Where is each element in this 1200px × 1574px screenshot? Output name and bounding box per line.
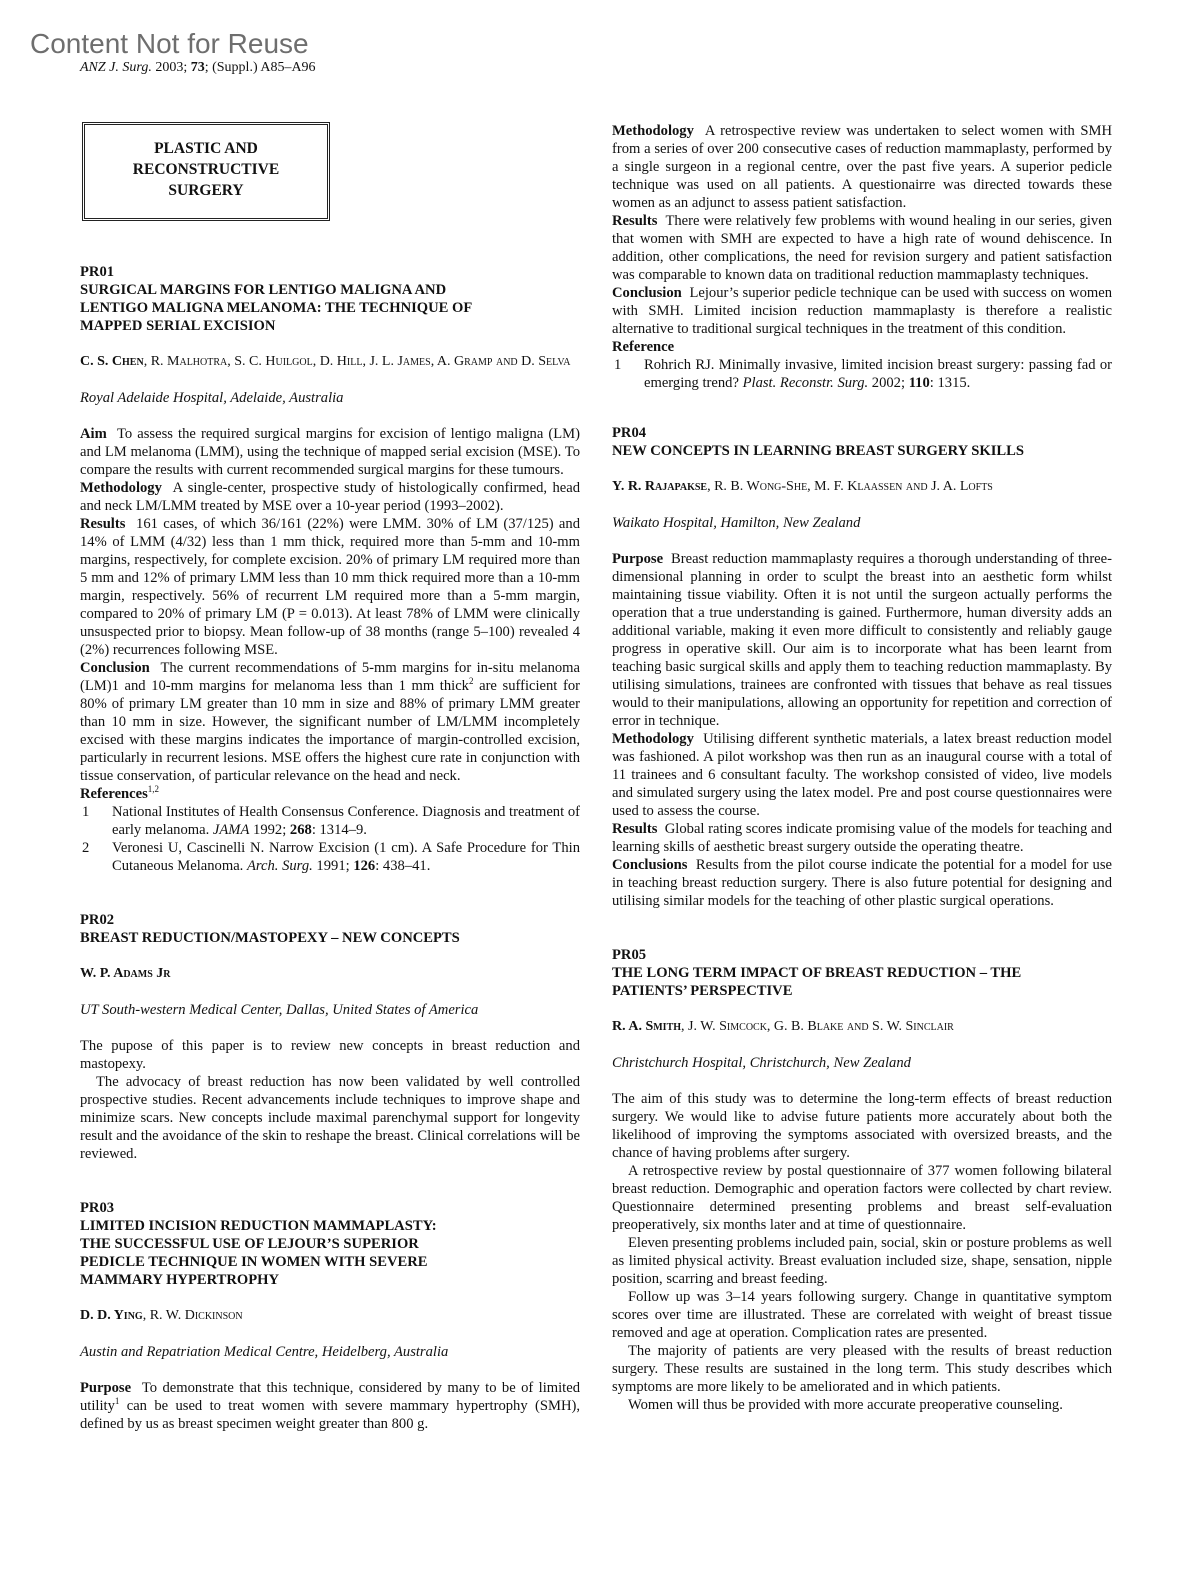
title-line: SURGICAL MARGINS FOR LENTIGO MALIGNA AND [80,282,447,298]
watermark: Content Not for Reuse [30,28,309,59]
conclusion-label: Conclusion [80,660,150,676]
conclusions-label: Conclusions [612,857,688,873]
first-author: D. D. Ying [80,1308,143,1323]
title-line: LENTIGO MALIGNA MELANOMA: THE TECHNIQUE OF [80,300,473,316]
methodology-label: Methodology [612,123,694,139]
journal-year: 2003; [155,60,188,75]
title-line: MAPPED SERIAL EXCISION [80,318,276,334]
abstract-body [80,1037,580,1163]
results-label: Results [80,516,126,532]
abstract-pr05 [612,946,1112,1414]
paragraph: A retrospective review by postal questionnaire of 377 women following bilateral breast reduction. Demographic and operation factors were collected by chart review. Questionnaire determined presenting problems and breast self-evaluation preoperatively, six months later and at time of questionnaire. [612,1163,1112,1233]
co-authors: , R. Malhotra, S. C. Huilgol, D. Hill, J. L. James, A. Gramp and D. Selva [143,354,571,369]
aim-text: To assess the required surgical margins for excision of lentigo maligna (LM) and LM melanoma (LMM), using the technique of mapped serial excision (MSE). To compare the results with current recommended surgical margins for these tumours. [80,426,581,478]
purpose-text-continued: can be used to treat women with severe mammary hypertrophy (SMH), defined by us as breast specimen weight greater than 800 g. [80,1398,580,1432]
left-column [80,122,580,1433]
affiliation: Waikato Hospital, Hamilton, New Zealand [612,515,861,531]
reference-item: 1 Rohrich RJ. Minimally invasive, limited incision breast surgery: passing fad or emerging trend? Plast. Reconstr. Surg. 2002; 110: 1315. [614,357,1112,391]
abstract-pr01 [80,263,580,875]
title-line: NEW CONCEPTS IN LEARNING BREAST SURGERY SKILLS [612,443,1025,459]
reference-list [612,356,1112,392]
title-line: THE SUCCESSFUL USE OF LEJOUR’S SUPERIOR [80,1236,419,1252]
methodology-text: A single-center, prospective study of histologically confirmed, head and neck LM/LMM treated by MSE over a 10-year period (1993–2002). [80,480,580,514]
paragraph: Eleven presenting problems included pain, social, skin or posture problems as well as limited physical activity. Breast evaluation included size, shape, sensation, nipple position, scarring and breast feeding. [612,1235,1112,1287]
author-list [80,1307,580,1325]
running-head [80,60,316,76]
results-label: Results [612,213,658,229]
abstract-code: PR03 [80,1200,115,1216]
journal-volume: 73 [190,60,205,75]
purpose-text: Breast reduction mammaplasty requires a thorough understanding of three-dimensional planning in order to sculpt the breast into an aesthetic form whilst maintaining tissue viability. Often it is not until the surgeon actually performs the operation that a true understanding is gained. Furthermore, human diversity adds an additional variable, making it even more difficult to consistently and reliably gauge progress in operative skill. Our aim is to incorporate what has been learnt from teaching basic surgical skills and apply them to teaching reduction mammaplasty. By utilising simulations, trainees are confronted with tissues that behave as real tissues would to their manipulations, allowing an opportunity for repetition and correction of error in technique. [612,551,1112,729]
conclusion-label: Conclusion [612,285,682,301]
title-line: BREAST REDUCTION/MASTOPEXY – NEW CONCEPTS [80,930,460,946]
results-text: There were relatively few problems with wound healing in our series, given that women with SMH are expected to have a high rate of wound dehiscence. In addition, other complications, the need for revision surgery and patient satisfaction was comparable to known data on traditional reduction mammaplasty techniques. [612,213,1112,283]
abstract-title [612,964,1112,1000]
title-line: THE LONG TERM IMPACT OF BREAST REDUCTION – THE [612,965,1022,981]
first-author: Y. R. Rajapakse [612,479,708,494]
title-line: MAMMARY HYPERTROPHY [80,1272,280,1288]
section-line-2: RECONSTRUCTIVE [132,161,280,178]
citation-marker: 2 [468,676,474,687]
author-list [80,965,580,983]
affiliation: Christchurch Hospital, Christchurch, New Zealand [612,1055,911,1071]
conclusion-text: Lejour’s superior pedicle technique can be used with success on women with SMH. Limited incision reduction mammaplasty is therefore a realistic alternative to traditional surgical techniques in the treatment of this condition. [612,285,1113,337]
paragraph: The aim of this study was to determine the long-term effects of breast reduction surgery. We would like to advise future patients more accurately about both the likelihood of improving the symptoms associated with oversized breasts, and the chance of having problems after surgery. [612,1091,1112,1161]
results-text: Global rating scores indicate promising value of the models for teaching and learning skills of aesthetic breast surgery outside the operating theatre. [612,821,1112,855]
purpose-label: Purpose [80,1380,132,1396]
author-list [612,1018,1112,1036]
author-list [80,353,580,371]
title-line: LIMITED INCISION REDUCTION MAMMAPLASTY: [80,1218,437,1234]
title-line: PATIENTS’ PERSPECTIVE [612,983,793,999]
first-author: R. A. Smith [612,1019,682,1034]
abstract-code: PR02 [80,912,115,928]
section-line-3: SURGERY [168,182,244,199]
methodology-label: Methodology [80,480,162,496]
abstract-body [612,550,1112,910]
paragraph: The advocacy of breast reduction has now been validated by well controlled prospective studies. Recent advancements include techniques to improve shape and minimize scars. New concepts include maximal parenchymal support for longevity result and the avoidance of the skin to reshape the breast. Clinical correlations will be reviewed. [80,1074,580,1162]
reference-item: 1 National Institutes of Health Consensus Conference. Diagnosis and treatment of early melanoma. JAMA 1992; 268: 1314–9. [82,804,580,838]
abstract-pr02 [80,911,580,1163]
paragraph: The majority of patients are very pleased with the results of breast reduction surgery. These results are sustained in the long term. This study describes which symptoms are more likely to be ameliorated and in which patients. [612,1343,1112,1395]
section-heading-box [82,122,330,221]
journal-suppl: ; (Suppl.) A85–A96 [204,60,316,75]
conclusion-text-continued: are sufficient for 80% of primary LM greater than 10 mm in size and 88% of primary LMM greater than 10 mm in size. However, the significant number of LM/LMM incompletely excised with these margins indicates the importance of margin-controlled excision, particularly in recurrent lesions. MSE offers the highest cure rate in conjunction with tissue conservation, of particular relevance on the head and neck. [80,678,580,784]
affiliation: UT South-western Medical Center, Dallas, United States of America [80,1002,479,1018]
citation-marker: 1 [114,1396,120,1407]
references-heading: Reference [612,339,675,355]
citation-marker: 1,2 [147,784,160,795]
paragraph: The pupose of this paper is to review new concepts in breast reduction and mastopexy. [80,1038,580,1072]
abstract-title [80,1217,580,1289]
abstract-pr04 [612,424,1112,910]
methodology-text: A retrospective review was undertaken to select women with SMH from a series of over 200 consecutive cases of reduction mammaplasty, performed by a single surgeon in a regional centre, over the past five years. A superior pedicle technique was used on all patients. A questionairre was directed towards these women as an adjunct to assess patient satisfaction. [612,123,1112,211]
abstract-body [612,1090,1112,1414]
results-label: Results [612,821,658,837]
reference-list [80,803,580,875]
first-author: W. P. Adams Jr [80,966,171,981]
co-authors: , R. W. Dickinson [142,1308,243,1323]
references-heading: References$^{1,2}$ [80,784,160,802]
co-authors: , J. W. Simcock, G. B. Blake and S. W. Sinclair [681,1019,954,1034]
abstract-code: PR04 [612,425,647,441]
section-line-1: PLASTIC AND [154,140,258,157]
abstract-code: PR05 [612,947,647,963]
author-list [612,478,1112,496]
reference-item: 2 Veronesi U, Cascinelli N. Narrow Excision (1 cm). A Safe Procedure for Thin Cutaneous Melanoma. Arch. Surg. 1991; 126: 438–41. [82,840,580,874]
purpose-label: Purpose [612,551,664,567]
co-authors: , R. B. Wong-She, M. F. Klaassen and J. A. Lofts [707,479,993,494]
abstract-body [80,1379,580,1433]
conclusion-text: The current recommendations of 5-mm margins for in-situ melanoma (LM)1 and 10-mm margins for melanoma less than 1 mm thick [80,660,581,694]
methodology-text: Utilising different synthetic materials, a latex breast reduction model was fashioned. A pilot workshop was then run as an inaugural course with a total of 11 trainees and 6 consultant faculty. The workshop consisted of video, live models and simulated surgery using the latex model. Pre and post course questionnaires were used to assess the course. [612,731,1113,819]
abstract-title [612,442,1112,460]
title-line: PEDICLE TECHNIQUE IN WOMEN WITH SEVERE [80,1254,428,1270]
journal-name: ANZ J. Surg. [80,60,152,75]
right-column [612,122,1112,1414]
aim-label: Aim [80,426,107,442]
abstract-body [80,425,580,875]
abstract-title [80,929,580,947]
abstract-pr03-continued [612,122,1112,392]
affiliation: Austin and Repatriation Medical Centre, Heidelberg, Australia [80,1344,449,1360]
methodology-label: Methodology [612,731,694,747]
conclusions-text: Results from the pilot course indicate the potential for a model for use in teaching breast reduction surgery. There is also future potential for designing and utilising similar models for the teaching of other plastic surgical operations. [612,857,1113,909]
abstract-title [80,281,580,335]
paragraph: Women will thus be provided with more accurate preoperative counseling. [628,1397,1063,1413]
paragraph: Follow up was 3–14 years following surgery. Change in quantitative symptom scores over time are illustrated. These are correlated with weight of breast tissue removed and age at operation. Complication rates are presented. [612,1289,1112,1341]
abstract-code: PR01 [80,264,115,280]
purpose-text: To demonstrate that this technique, considered by many to be of limited utility [80,1380,581,1414]
first-author: C. S. Chen [80,354,144,369]
abstract-pr03 [80,1199,580,1433]
results-text: 161 cases, of which 36/161 (22%) were LMM. 30% of LM (37/125) and 14% of LMM (4/32) less than 1 mm thick, required more than 5-mm and 10-mm margins, respectively, for complete excision. 20% of primary LM required more than 5 mm and 12% of primary LMM less than 10 mm thick required more than a 10-mm margin, respectively. 56% of recurrent LM required more than a 5-mm margin, compared to 20% of primary LM (P = 0.013). At least 78% of LMM were clinically unsuspected prior to biopsy. Mean follow-up of 38 months (range 5–100) revealed 4 (2%) recurrences following MSE. [80,516,580,658]
affiliation: Royal Adelaide Hospital, Adelaide, Australia [80,390,344,406]
